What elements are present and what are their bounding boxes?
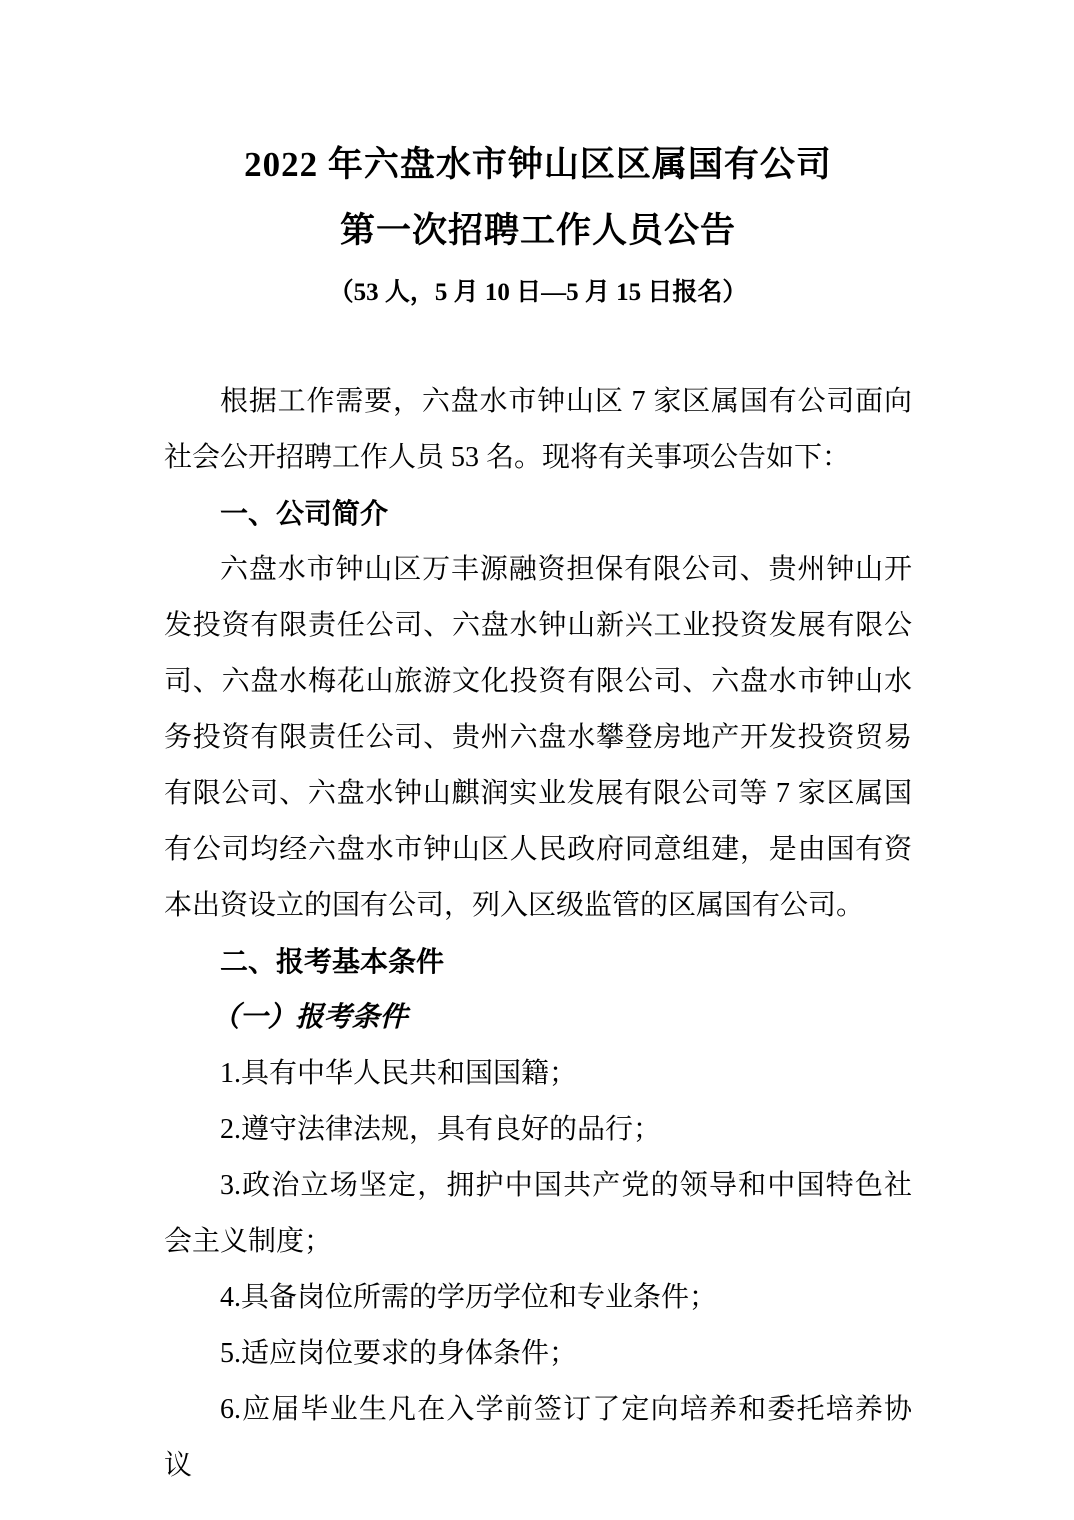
condition-item-1: 1.具有中华人民共和国国籍； — [220, 1058, 578, 1089]
condition-item-3: 3.政治立场坚定，拥护中国共产党的领导和中国特色社会主义制度； — [164, 1170, 912, 1257]
intro-paragraph: 根据工作需要，六盘水市钟山区 7 家区属国有公司面向社会公开招聘工作人员 53 名。现将有关事项公告如下： — [164, 386, 912, 473]
condition-item-5: 5.适应岗位要求的身体条件； — [220, 1338, 578, 1369]
condition-item-2: 2.遵守法律法规，具有良好的品行； — [220, 1114, 662, 1145]
section1-paragraph: 六盘水市钟山区万丰源融资担保有限公司、贵州钟山开发投资有限责任公司、六盘水钟山新兴工业投资发展有限公司、六盘水梅花山旅游文化投资有限公司、六盘水市钟山水务投资有限责任公司、贵州六盘水攀登房地产开发投资贸易有限公司、六盘水钟山麒润实业发展有限公司等 7 家区属国有公司均经六盘水市钟山区人民政府同意组建，是由国有资本出资设立的国有公司，列入区级监管的区属国有公司。 — [164, 554, 912, 921]
document-subtitle: （53 人，5 月 10 日—5 月 15 日报名） — [328, 279, 748, 306]
document-title — [164, 132, 912, 264]
condition-item-4: 4.具备岗位所需的学历学位和专业条件； — [220, 1282, 718, 1313]
condition-item-6: 6.应届毕业生凡在入学前签订了定向培养和委托培养协议 — [164, 1394, 912, 1481]
document-body — [164, 374, 912, 1494]
document-title-line1: 2022 年六盘水市钟山区区属国有公司 — [244, 145, 832, 184]
document-title-line2: 第一次招聘工作人员公告 — [339, 211, 736, 250]
section2-heading: 二、报考基本条件 — [220, 946, 445, 977]
section1-heading: 一、公司简介 — [220, 498, 389, 529]
section2-subheading: （一）报考条件 — [211, 1002, 408, 1033]
